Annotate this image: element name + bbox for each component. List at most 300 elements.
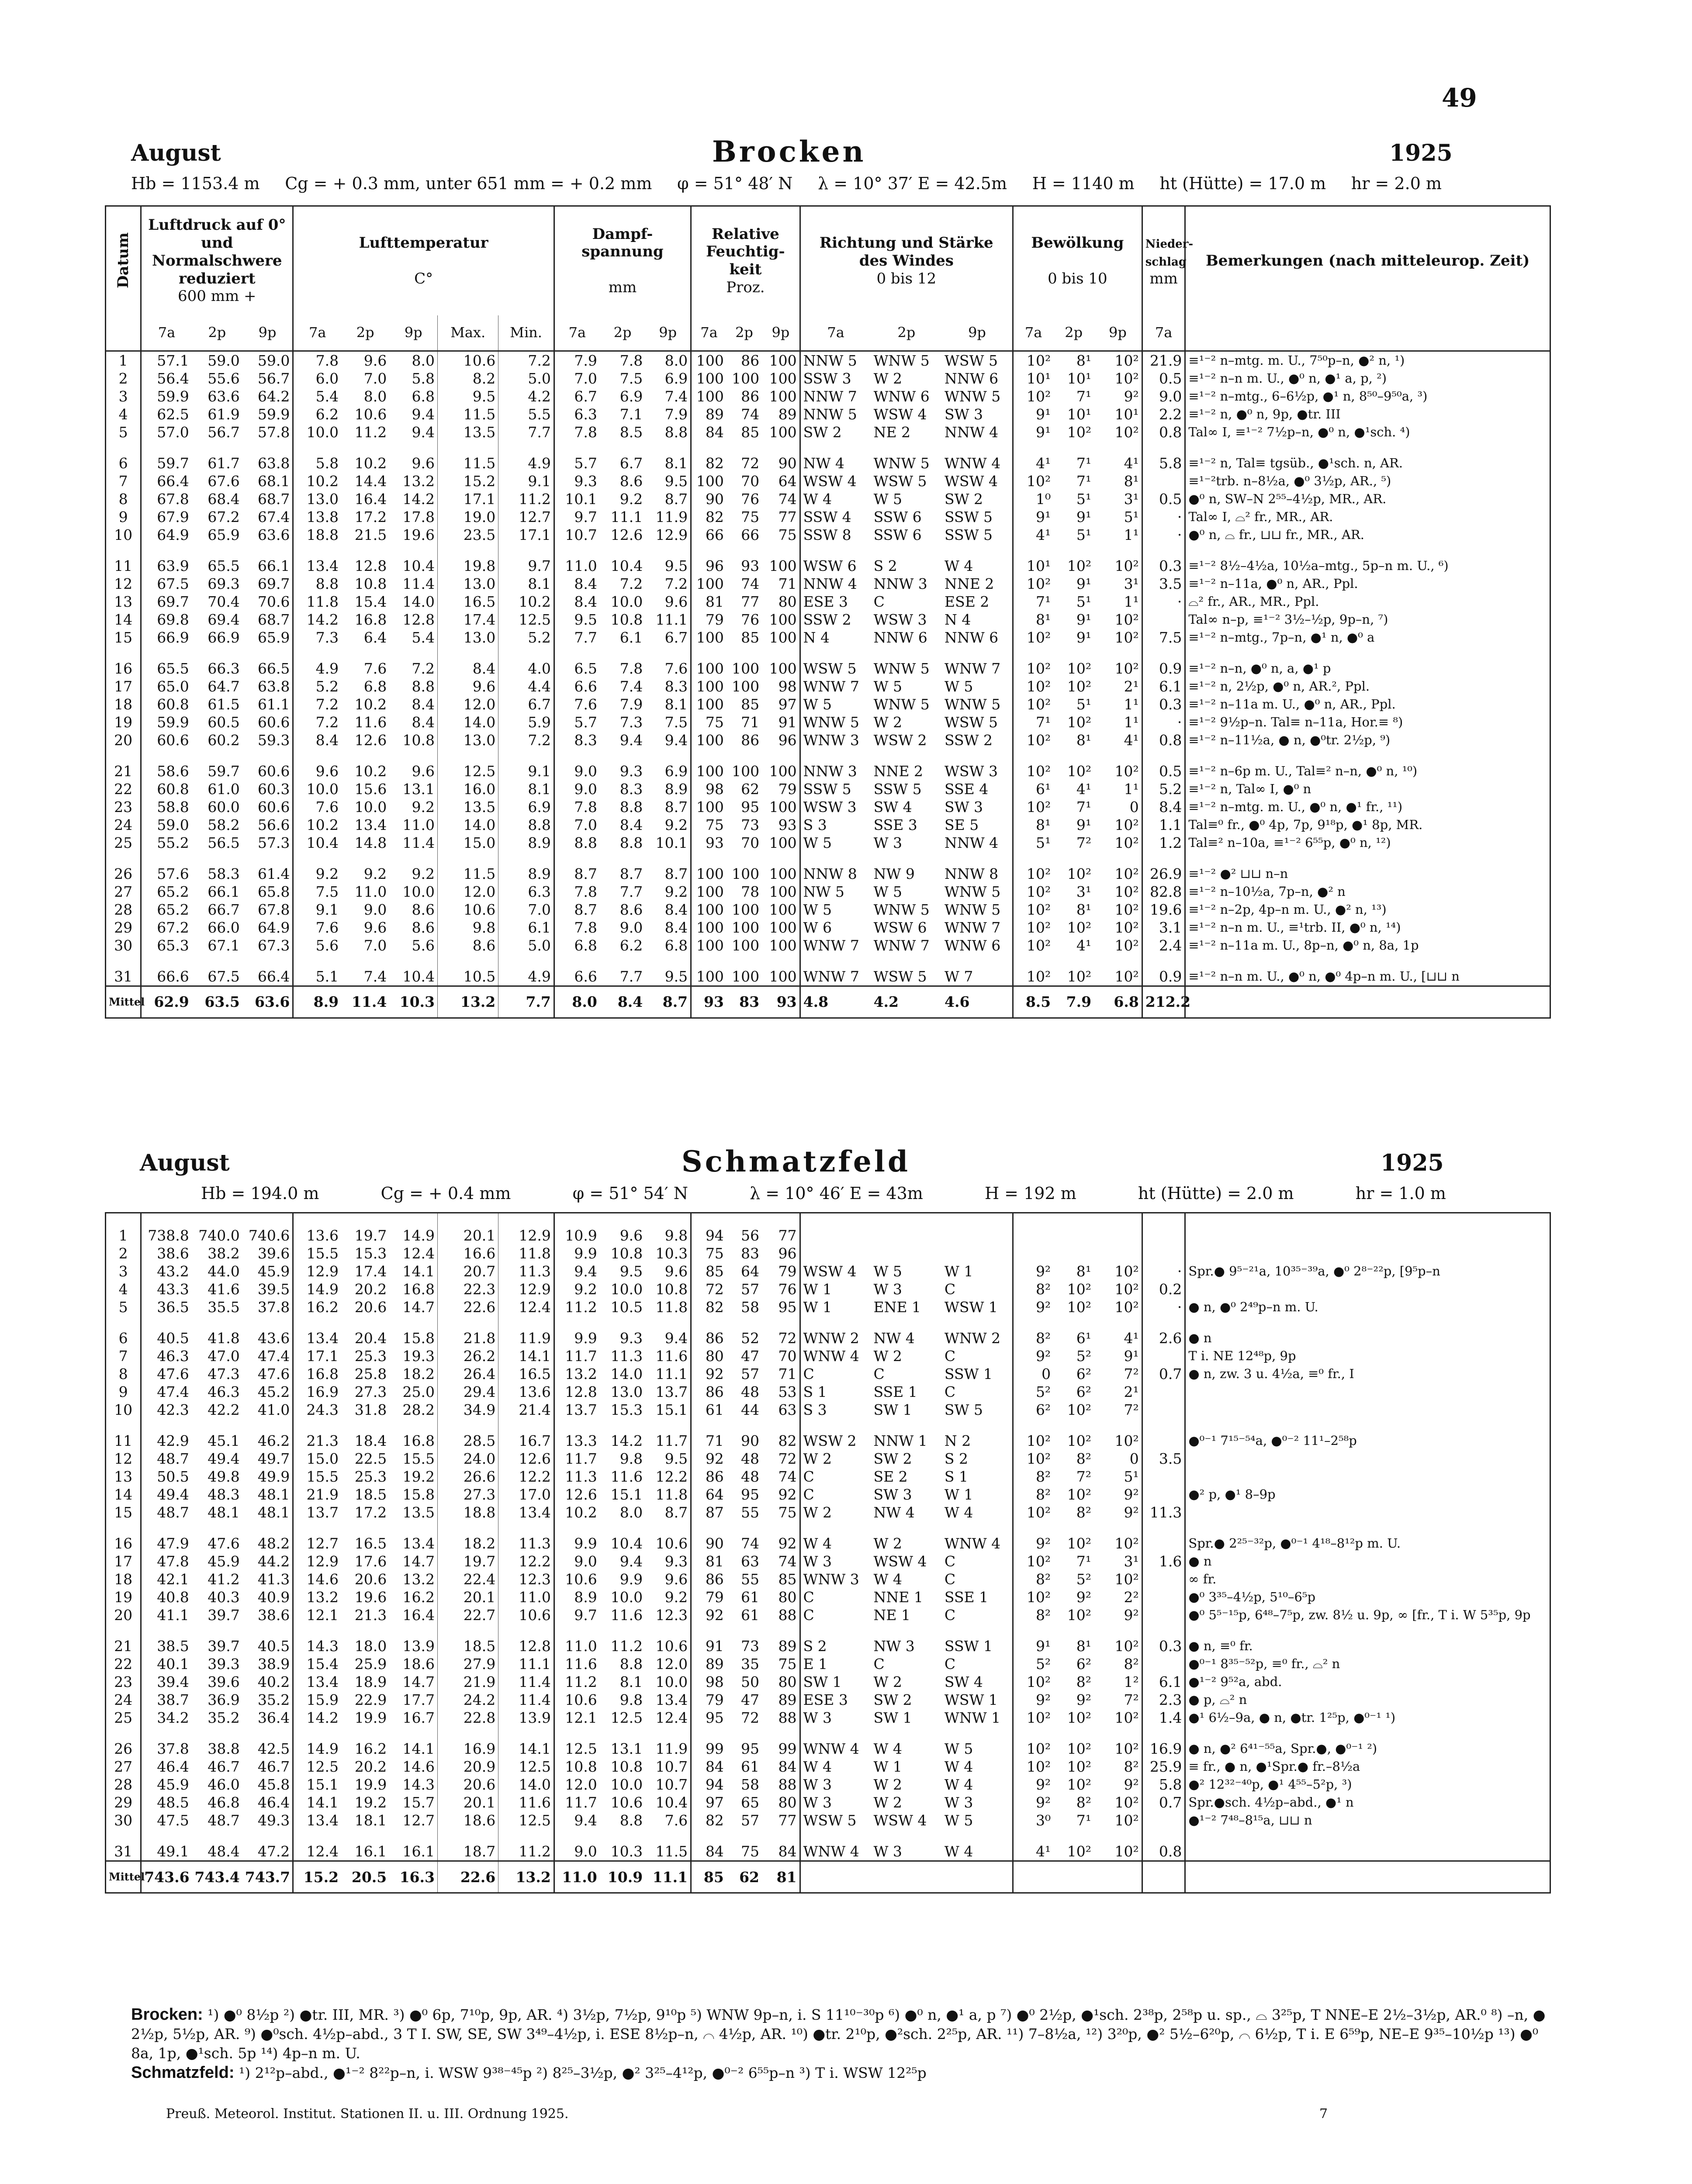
- cell-wind-7a: [800, 1227, 871, 1244]
- cell-wind-2p: W 2: [873, 1794, 902, 1811]
- cell-druck-2p: [192, 646, 242, 660]
- cell-druck-9p: [242, 544, 293, 557]
- cell-temp-9p: [389, 1727, 437, 1740]
- cell-wind-9p: W 7: [945, 968, 973, 985]
- schmatz-year: 1925: [1381, 1150, 1444, 1176]
- page-number: 49: [1442, 83, 1477, 113]
- cell-bemerkungen: Tal∞ I, ⌓² fr., MR., AR.: [1185, 508, 1550, 526]
- cell-dampf-9p: 9.4: [664, 731, 688, 749]
- cell-dampf-2p: 14.2: [610, 1432, 643, 1449]
- cell-bew-9p: [1094, 1419, 1142, 1432]
- cell-bew-7a: 4¹: [1013, 454, 1053, 472]
- cell-feucht-2p: [727, 1419, 762, 1432]
- cell-temp-2p: 11.4: [341, 986, 389, 1018]
- cell-wind-2p: W 4: [873, 1740, 902, 1757]
- cell-wind-7a: WSW 5: [800, 660, 871, 677]
- cell-bew-2p: 10²: [1067, 713, 1092, 731]
- cell-feucht-7a: 94: [691, 1776, 727, 1794]
- cell-temp-9p: 16.8: [402, 1281, 435, 1298]
- cell-temp-7a: [293, 1521, 341, 1534]
- cell-druck-7a: 55.2: [141, 834, 192, 852]
- cell-wind-9p: WSW 5: [945, 352, 998, 369]
- cell-wind-9p: [942, 544, 1013, 557]
- table-row: [106, 1740, 1550, 1758]
- cell-temp-min: 11.3: [498, 1262, 554, 1280]
- cell-druck-9p: 64.9: [257, 919, 290, 936]
- subheader-temp-min: Min.: [498, 315, 554, 351]
- cell-dampf-9p: 11.8: [655, 1486, 688, 1503]
- cell-wind-7a: N 4: [800, 629, 871, 646]
- cell-feucht-9p: 80: [778, 1589, 797, 1606]
- cell-feucht-9p: 81: [762, 1861, 800, 1893]
- table-row: [106, 387, 1550, 405]
- cell-feucht-9p: [762, 646, 800, 660]
- cell-temp-min: 21.4: [498, 1401, 554, 1419]
- cell-bew-9p: 4¹: [1124, 731, 1139, 749]
- cell-temp-9p: 16.3: [389, 1861, 437, 1893]
- cell-bew-2p: 3¹: [1076, 883, 1092, 900]
- cell-wind-2p: SSW 5: [873, 780, 922, 798]
- cell-wind-7a: NNW 5: [800, 405, 871, 423]
- cell-druck-7a: 34.2: [141, 1709, 192, 1727]
- cell-temp-7a: 15.5: [293, 1468, 341, 1486]
- cell-temp-2p: 19.6: [354, 1589, 387, 1606]
- constant-item: hr = 1.0 m: [1355, 1184, 1446, 1203]
- cell-temp-2p: 17.4: [354, 1263, 387, 1280]
- cell-dampf-7a: [554, 441, 599, 454]
- cell-druck-7a: 65.5: [141, 660, 192, 677]
- cell-dampf-9p: 11.7: [655, 1432, 688, 1449]
- cell-datum: 20: [114, 1607, 133, 1624]
- subheader-druck-7a: 7a: [141, 315, 192, 351]
- cell-wind-2p: W 5: [873, 1263, 902, 1280]
- table-row: [106, 1227, 1550, 1244]
- cell-bew-7a: 10²: [1013, 1503, 1053, 1521]
- cell-bemerkungen: [1185, 1468, 1550, 1486]
- cell-bew-9p: 1¹: [1124, 713, 1139, 731]
- cell-wind-2p: C: [873, 1655, 885, 1673]
- cell-niederschlag: 3.5: [1142, 575, 1185, 593]
- cell-dampf-2p: 7.9: [619, 695, 643, 713]
- cell-temp-min: 13.4: [498, 1503, 554, 1521]
- cell-wind-2p: [871, 1316, 941, 1329]
- cell-feucht-9p: 80: [778, 593, 797, 610]
- cell-druck-9p: 66.5: [257, 660, 290, 677]
- cell-feucht-9p: 95: [778, 1299, 797, 1316]
- cell-druck-7a: 59.0: [141, 816, 192, 834]
- cell-bew-2p: [1053, 1227, 1094, 1244]
- cell-druck-2p: 39.6: [208, 1673, 240, 1690]
- cell-druck-2p: [192, 954, 242, 968]
- spacer-row: [106, 1727, 1550, 1740]
- cell-bew-9p: 10²: [1114, 370, 1139, 387]
- cell-wind-9p: SW 4: [944, 1673, 983, 1690]
- cell-datum: 27: [114, 1758, 133, 1775]
- cell-feucht-2p: [727, 1624, 762, 1637]
- cell-temp-2p: 7.0: [363, 936, 387, 954]
- cell-feucht-9p: 100: [769, 423, 797, 441]
- cell-temp-max: 19.7: [437, 1552, 498, 1570]
- cell-dampf-9p: 10.7: [655, 1758, 688, 1775]
- cell-druck-2p: 68.4: [208, 490, 240, 508]
- cell-bew-7a: 7¹: [1013, 593, 1053, 611]
- cell-wind-7a: W 4: [800, 490, 871, 508]
- cell-bew-7a: 9¹: [1013, 423, 1053, 441]
- cell-wind-2p: WNW 7: [873, 936, 930, 954]
- cell-niederschlag: [1142, 1861, 1185, 1893]
- cell-wind-9p: [942, 1829, 1013, 1842]
- cell-dampf-2p: 7.7: [619, 883, 643, 900]
- cell-bew-2p: 7²: [1076, 1468, 1091, 1485]
- footnotes: [131, 2005, 1551, 2083]
- cell-niederschlag: 5.2: [1142, 780, 1185, 798]
- cell-temp-min: 16.7: [498, 1432, 554, 1450]
- cell-temp-9p: 14.1: [402, 1740, 435, 1757]
- cell-bemerkungen: ≡¹⁻² n–mtg. m. U., ●⁰ n, ●¹ fr., ¹¹): [1185, 798, 1550, 816]
- cell-temp-min: 5.0: [498, 936, 554, 954]
- cell-druck-2p: 39.7: [208, 1638, 240, 1655]
- top-spacer-row: [106, 1213, 1550, 1227]
- cell-druck-7a: 45.9: [141, 1776, 192, 1794]
- cell-dampf-9p: 8.0: [664, 352, 688, 369]
- cell-wind-9p: W 4: [944, 1758, 973, 1775]
- cell-bew-7a: 10²: [1013, 883, 1053, 901]
- cell-wind-7a: WNW 3: [800, 1570, 871, 1588]
- cell-dampf-9p: 10.1: [655, 834, 688, 851]
- cell-wind-2p: W 2: [873, 1535, 902, 1552]
- cell-temp-7a: 10.2: [293, 472, 341, 490]
- cell-feucht-2p: 56: [741, 1227, 760, 1244]
- cell-bew-9p: 10²: [1114, 1740, 1139, 1757]
- cell-dampf-2p: 10.8: [610, 1245, 643, 1262]
- cell-datum: 9: [118, 508, 128, 525]
- cell-wind-7a: C: [800, 1468, 871, 1486]
- cell-dampf-2p: 14.0: [610, 1365, 643, 1382]
- cell-feucht-9p: 100: [769, 611, 797, 628]
- table-row: [106, 1329, 1550, 1347]
- spacer-cell: [554, 1213, 599, 1227]
- cell-temp-2p: 12.8: [354, 557, 387, 574]
- cell-bew-2p: 10²: [1067, 423, 1092, 441]
- cell-bew-2p: 8¹: [1076, 901, 1092, 918]
- cell-feucht-7a: [691, 441, 727, 454]
- table-row: [106, 883, 1550, 901]
- cell-bemerkungen: ●⁰ 5⁵⁻¹⁵p, 6⁴⁸–7⁵p, zw. 8½ u. 9p, ∞ [fr., T i. W 5³⁵p, 9p: [1185, 1606, 1550, 1624]
- cell-dampf-9p: 11.6: [655, 1348, 688, 1365]
- cell-feucht-9p: 74: [778, 490, 797, 508]
- cell-temp-9p: 14.9: [402, 1227, 435, 1244]
- cell-bew-7a: 8²: [1013, 1468, 1053, 1486]
- header-feucht: Relative Feuchtig-keit Proz.: [691, 206, 800, 315]
- cell-wind-9p: C: [944, 1607, 956, 1624]
- cell-temp-min: 9.7: [498, 557, 554, 575]
- cell-wind-9p: SSW 1: [944, 1365, 993, 1382]
- cell-wind-9p: [942, 1419, 1013, 1432]
- cell-bew-9p: 1¹: [1124, 780, 1139, 798]
- cell-feucht-2p: 58: [741, 1299, 760, 1316]
- cell-temp-7a: 13.4: [293, 1329, 341, 1347]
- cell-temp-9p: 16.2: [402, 1589, 435, 1606]
- cell-datum: 13: [114, 593, 133, 610]
- cell-wind-9p: SSW 1: [944, 1638, 993, 1655]
- cell-dampf-7a: 11.2: [554, 1673, 599, 1691]
- cell-bew-9p: 10²: [1114, 968, 1139, 985]
- cell-niederschlag: 0.3: [1142, 1637, 1185, 1655]
- cell-temp-2p: 11.6: [354, 713, 387, 731]
- cell-feucht-7a: 72: [691, 1280, 727, 1298]
- cell-bew-7a: [1013, 954, 1053, 968]
- cell-bew-7a: [1013, 1624, 1053, 1637]
- cell-wind-9p: N 2: [944, 1432, 971, 1449]
- cell-feucht-2p: [727, 852, 762, 865]
- cell-wind-9p: NNW 6: [945, 370, 999, 387]
- cell-feucht-9p: 100: [769, 798, 797, 816]
- cell-wind-7a: NW 4: [800, 454, 871, 472]
- cell-bew-9p: 1¹: [1124, 526, 1139, 543]
- cell-feucht-9p: [762, 749, 800, 762]
- cell-wind-7a: S 2: [800, 1637, 871, 1655]
- cell-bew-2p: 10²: [1067, 762, 1092, 780]
- cell-dampf-7a: 11.2: [554, 1298, 599, 1316]
- cell-bew-2p: 5¹: [1076, 695, 1092, 713]
- cell-druck-7a: 38.6: [141, 1244, 192, 1262]
- cell-temp-7a: 13.2: [293, 1588, 341, 1606]
- cell-temp-7a: 6.2: [293, 405, 341, 423]
- cell-bew-9p: 2²: [1124, 1589, 1139, 1606]
- cell-temp-7a: [293, 1419, 341, 1432]
- cell-temp-2p: 9.2: [363, 865, 387, 882]
- cell-wind-2p: WSW 3: [873, 611, 927, 628]
- cell-druck-9p: 49.7: [257, 1450, 290, 1467]
- cell-datum: 21: [114, 1638, 133, 1655]
- cell-wind-7a: WNW 4: [800, 1842, 871, 1861]
- cell-druck-9p: [242, 1521, 293, 1534]
- cell-temp-7a: 17.1: [293, 1347, 341, 1365]
- cell-dampf-7a: 9.7: [554, 508, 599, 526]
- cell-druck-9p: 35.2: [257, 1691, 290, 1708]
- cell-temp-2p: 17.2: [354, 508, 387, 525]
- cell-feucht-9p: 82: [778, 1432, 797, 1449]
- table-row: [106, 490, 1550, 508]
- cell-dampf-2p: 9.3: [619, 1330, 643, 1347]
- cell-druck-7a: [141, 1829, 192, 1842]
- cell-temp-2p: [341, 544, 389, 557]
- cell-bew-7a: 9²: [1013, 1794, 1053, 1811]
- cell-dampf-7a: 7.8: [554, 919, 599, 936]
- cell-bew-7a: 7¹: [1013, 713, 1053, 731]
- cell-dampf-9p: 11.1: [645, 1861, 691, 1893]
- cell-bemerkungen: ● n, ●² 6⁴¹⁻⁵⁵a, Spr.●, ●⁰⁻¹ ²): [1185, 1740, 1550, 1758]
- cell-feucht-7a: 79: [691, 611, 727, 629]
- spacer-row: [106, 1829, 1550, 1842]
- cell-temp-7a: 11.8: [293, 593, 341, 611]
- cell-dampf-7a: 8.7: [554, 865, 599, 883]
- cell-wind-9p: [942, 1316, 1013, 1329]
- cell-dampf-9p: 11.5: [655, 1843, 688, 1860]
- cell-wind-9p: NNE 2: [945, 575, 994, 592]
- cell-druck-2p: 47.3: [208, 1365, 240, 1382]
- cell-feucht-7a: 100: [691, 968, 727, 986]
- cell-druck-2p: 42.2: [208, 1401, 240, 1418]
- cell-feucht-2p: 100: [732, 370, 760, 387]
- cell-feucht-9p: 71: [778, 1365, 797, 1382]
- cell-temp-2p: [341, 852, 389, 865]
- cell-bew-7a: 10²: [1013, 472, 1053, 490]
- cell-druck-2p: 46.8: [208, 1794, 240, 1811]
- cell-wind-9p: SE 5: [945, 816, 979, 833]
- schmatz-month: August: [140, 1150, 230, 1176]
- cell-bew-2p: 6²: [1076, 1365, 1091, 1382]
- cell-druck-7a: 65.0: [141, 677, 192, 695]
- cell-wind-2p: W 3: [873, 1281, 902, 1298]
- cell-druck-7a: 69.7: [141, 593, 192, 611]
- cell-niederschlag: [1142, 1316, 1185, 1329]
- cell-bemerkungen: ≡¹⁻² n–mtg., 6–6½p, ●¹ n, 8⁵⁰–9⁵⁰a, ³): [1185, 387, 1550, 405]
- cell-dampf-7a: 8.8: [554, 834, 599, 852]
- cell-temp-2p: 14.4: [354, 472, 387, 490]
- cell-temp-min: 13.9: [498, 1709, 554, 1727]
- cell-wind-7a: WNW 2: [800, 1329, 871, 1347]
- constant-item: ht (Hütte) = 17.0 m: [1159, 174, 1326, 193]
- cell-feucht-7a: 84: [691, 423, 727, 441]
- spacer-cell: [800, 1213, 871, 1227]
- cell-temp-9p: 28.2: [402, 1401, 435, 1418]
- cell-dampf-7a: [554, 646, 599, 660]
- cell-bew-2p: 6²: [1076, 1655, 1091, 1673]
- cell-niederschlag: 0.9: [1142, 660, 1185, 677]
- subheader-druck-2p: 2p: [192, 315, 242, 351]
- cell-feucht-2p: 100: [732, 762, 760, 780]
- cell-dampf-2p: 9.4: [619, 1553, 643, 1570]
- cell-datum: [106, 1727, 141, 1740]
- table-row: [106, 405, 1550, 423]
- cell-wind-7a: [800, 1861, 871, 1893]
- cell-bew-9p: 10²: [1114, 901, 1139, 918]
- cell-wind-2p: 4.2: [871, 986, 942, 1018]
- cell-wind-7a: S 3: [800, 1401, 871, 1419]
- cell-temp-7a: [293, 544, 341, 557]
- table-row: [106, 1503, 1550, 1521]
- cell-feucht-9p: 84: [778, 1843, 797, 1860]
- table-row: [106, 454, 1550, 472]
- cell-datum: 13: [114, 1468, 133, 1485]
- cell-temp-2p: [341, 646, 389, 660]
- cell-wind-7a: NNW 7: [800, 387, 871, 405]
- cell-temp-9p: 12.4: [402, 1245, 435, 1262]
- cell-wind-7a: W 3: [800, 1709, 871, 1727]
- cell-temp-max: 29.4: [437, 1383, 498, 1401]
- cell-wind-9p: WNW 1: [944, 1709, 1001, 1726]
- cell-dampf-2p: 9.6: [619, 1227, 643, 1244]
- cell-druck-2p: 39.3: [208, 1655, 240, 1673]
- cell-feucht-7a: 99: [691, 1740, 727, 1758]
- cell-feucht-2p: 78: [741, 883, 760, 900]
- table-row: [106, 1534, 1550, 1552]
- cell-temp-2p: 13.4: [354, 816, 387, 833]
- cell-bew-7a: 10²: [1013, 1709, 1053, 1727]
- cell-druck-7a: 57.6: [141, 865, 192, 883]
- cell-temp-2p: 31.8: [354, 1401, 387, 1418]
- cell-feucht-7a: 81: [691, 1552, 727, 1570]
- cell-druck-7a: 67.9: [141, 508, 192, 526]
- cell-druck-9p: 65.8: [257, 883, 290, 900]
- cell-feucht-2p: 72: [741, 454, 760, 472]
- cell-wind-7a: SSW 4: [800, 508, 871, 526]
- cell-dampf-7a: 9.4: [554, 1262, 599, 1280]
- cell-temp-7a: 10.2: [293, 816, 341, 834]
- cell-feucht-2p: 85: [741, 695, 760, 713]
- cell-bew-2p: 8¹: [1076, 731, 1092, 749]
- cell-datum: 2: [118, 1245, 128, 1262]
- cell-temp-9p: 5.4: [412, 629, 435, 646]
- cell-bemerkungen: ≡¹⁻² n–6p m. U., Tal≡² n–n, ●⁰ n, ¹⁰): [1185, 762, 1550, 780]
- cell-wind-7a: [800, 1624, 871, 1637]
- cell-druck-9p: 60.6: [257, 713, 290, 731]
- cell-feucht-7a: [691, 852, 727, 865]
- cell-temp-min: 12.2: [498, 1468, 554, 1486]
- cell-feucht-9p: 53: [778, 1383, 797, 1400]
- cell-dampf-2p: 11.6: [610, 1607, 643, 1624]
- cell-dampf-2p: [600, 954, 645, 968]
- cell-bew-7a: 10¹: [1013, 370, 1053, 387]
- cell-feucht-9p: 75: [778, 526, 797, 543]
- subheader-wind-2p: 2p: [871, 315, 942, 351]
- cell-dampf-7a: [554, 1419, 599, 1432]
- cell-temp-max: [438, 852, 498, 865]
- table-row: [106, 575, 1550, 593]
- cell-wind-7a: SSW 5: [800, 780, 871, 798]
- cell-feucht-7a: 79: [691, 1691, 727, 1709]
- cell-dampf-7a: 12.8: [554, 1383, 599, 1401]
- cell-temp-9p: [389, 441, 437, 454]
- cell-bew-2p: 10²: [1067, 1281, 1091, 1298]
- cell-bemerkungen: ● n, ≡⁰ fr.: [1185, 1637, 1550, 1655]
- cell-wind-2p: NW 4: [873, 1504, 915, 1521]
- cell-niederschlag: ·: [1142, 593, 1185, 611]
- cell-temp-2p: 12.6: [354, 731, 387, 749]
- cell-temp-max: 21.9: [437, 1673, 498, 1691]
- subheader-bemerkungen: [1185, 315, 1550, 351]
- cell-temp-7a: 7.6: [293, 919, 341, 936]
- cell-bemerkungen: ●⁰⁻¹ 7¹⁵⁻⁵⁴a, ●⁰⁻² 11¹–2⁵⁸p: [1185, 1432, 1550, 1450]
- cell-bew-2p: 8²: [1076, 1450, 1091, 1467]
- cell-wind-9p: [942, 1244, 1013, 1262]
- cell-druck-9p: 63.8: [257, 454, 290, 472]
- cell-druck-7a: [141, 1316, 192, 1329]
- cell-datum: 28: [114, 901, 133, 918]
- cell-feucht-7a: 81: [691, 593, 727, 611]
- constant-item: Cg = + 0.4 mm: [381, 1184, 511, 1203]
- cell-bew-9p: [1094, 441, 1142, 454]
- cell-bew-9p: 10²: [1114, 423, 1139, 441]
- cell-wind-7a: W 3: [800, 1776, 871, 1794]
- cell-datum: 8: [118, 490, 128, 508]
- cell-niederschlag: 26.9: [1142, 865, 1185, 883]
- cell-wind-9p: WSW 1: [944, 1299, 998, 1316]
- cell-temp-min: [498, 544, 554, 557]
- cell-temp-max: 26.6: [437, 1468, 498, 1486]
- cell-dampf-9p: 9.3: [664, 1553, 688, 1570]
- cell-feucht-9p: [762, 544, 800, 557]
- cell-feucht-7a: 86: [691, 1468, 727, 1486]
- cell-feucht-2p: 48: [741, 1450, 760, 1467]
- table-row: [106, 1588, 1550, 1606]
- cell-bew-7a: 3⁰: [1013, 1811, 1053, 1829]
- cell-bew-7a: 10²: [1013, 1673, 1053, 1691]
- cell-dampf-2p: 10.4: [610, 1535, 643, 1552]
- cell-niederschlag: 11.3: [1142, 1503, 1185, 1521]
- cell-feucht-7a: 86: [691, 1570, 727, 1588]
